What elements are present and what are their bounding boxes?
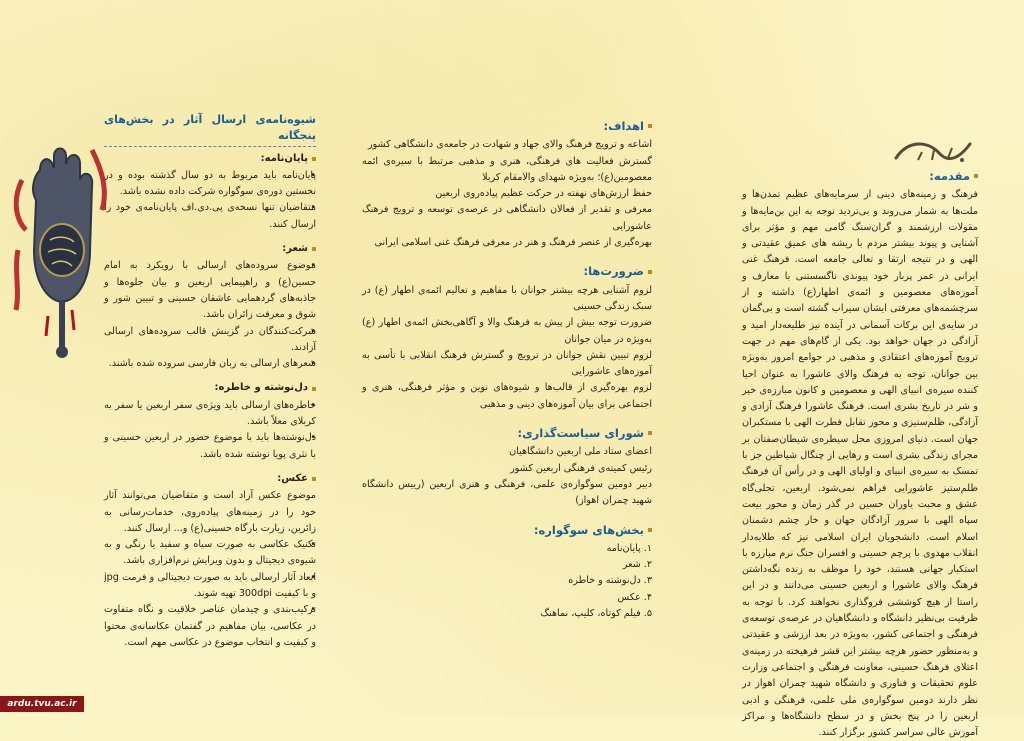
list-item: ۵. فیلم کوتاه، کلیپ، نماهنگ [540,608,652,620]
intro-column [742,168,978,741]
council-heading [362,425,652,441]
necessities-list [362,283,652,413]
list-item: • تکنیک عکاسی به صورت سیاه و سفید یا رنگی و به شیوه‌ی دیجیتال و بدون ویرایش نرم‌افزاری باشد. [104,537,316,570]
list-item: • موضوع سروده‌های ارسالی با رویکرد به امام حسین(ع) و راهپیمایی اربعین و بیان جلوه‌ها و جاذبه‌های گردهمایی عاشقان حسینی و تبیین شور و شوق و معرفت زائران باشد. [104,258,316,323]
list-item: بهره‌گیری از عنصر فرهنگ و هنر در معرفی فرهنگ غنی اسلامی ایرانی [374,237,652,249]
list-item: حفظ ارزش‌های نهفته در حرکت عظیم پیاده‌روی اربعین [435,188,652,200]
heading-marker-icon [312,157,316,161]
list-item: اشاعه و ترویج فرهنگ والای جهاد و شهادت در جامعه‌ی دانشگاهی کشور [367,139,652,151]
heading-marker-icon [312,477,316,481]
poetry-heading-text: شعر: [282,243,308,255]
list-item: ۱. پایان‌نامه [606,542,652,554]
council-heading-text: شورای سیاست‌گذاری: [517,426,644,441]
list-item: دبیر دومین سوگواره‌ی علمی، فرهنگی و هنری اربعین (رییس دانشگاه شهید چمران اهواز) [362,478,652,507]
list-item: لزوم تبیین نقش جوانان در ترویج و گسترش فرهنگ انقلابی با تأسی به آموزه‌های عاشورایی [362,349,652,378]
goals-heading [362,118,652,134]
thesis-list [104,168,316,233]
council-list [362,444,652,509]
necessities-heading-text: ضرورت‌ها: [583,264,644,279]
heading-marker-icon [974,174,978,178]
list-item: • ابعاد آثار ارسالی باید به صورت دیجیتالی و فرمت jpg و با کیفیت 300dpi تهیه شوند. [104,570,316,603]
heading-marker-icon [648,270,652,274]
list-item: لزوم آشنایی هرچه بیشتر جوانان با مفاهیم و تعالیم ائمه‌ی اطهار (ع) در سبک زندگی حسینی [362,284,652,312]
sections-list [362,541,652,622]
thesis-heading [104,151,316,167]
submission-heading-text: شیوه‌نامه‌ی ارسال آثار در بخش‌های پنجگانه [104,113,316,143]
heading-marker-icon [312,247,316,251]
footer-url-badge[interactable] [0,696,84,712]
list-item: • دل‌نوشته‌ها باید با موضوع حضور در اربعین حسینی و با نثری پویا نوشته شده باشد. [104,430,316,463]
hand-emblem-image [12,140,112,370]
list-item: گسترش فعالیت های فرهنگی، هنری و مذهبی مرتبط با سیره‌ی ائمه معصومین(ع)؛ به‌ویژه شهدای والامقام کربلا [362,155,652,183]
necessities-heading [362,263,652,279]
list-item: ۲. شعر [622,559,652,571]
list-item: رئیس کمیته‌ی فرهنگی اربعین کشور [510,462,652,474]
footer-url-text: ardu.tvu.ac.ir [7,699,77,709]
heading-marker-icon [312,387,316,391]
submission-column [104,112,316,651]
memoir-list [104,398,316,463]
list-item: اعضای ستاد ملی اربعین دانشگاهیان [509,446,652,458]
sections-heading-text: بخش‌های سوگواره: [533,522,644,537]
poetry-list [104,258,316,372]
thesis-heading-text: پایان‌نامه: [260,152,308,164]
memoir-heading [104,380,316,396]
list-item: ۴. عکس [617,591,652,603]
photo-intro: موضوع عکس آزاد است و متقاضیان می‌توانند آثار خود را در زمینه‌های پیاده‌روی، خدمات‌رسانی به زائرین، زیارت بارگاه حسینی(ع) و... ارسال کنند. [104,490,316,534]
heading-marker-icon [648,431,652,435]
list-item: ۳. دل‌نوشته و خاطره [568,575,652,587]
goals-list [362,137,652,251]
basmala-calligraphy [888,130,978,170]
list-item: معرفی و تقدیر از فعالان دانشگاهی در عرصه‌ی توسعه و ترویج فرهنگ عاشورایی [362,204,652,232]
sections-heading [362,522,652,538]
list-item: ضرورت توجه بیش از پیش به فرهنگ والا و آگاهی‌بخش ائمه‌ی اطهار (ع) به‌ویژه در میان جوانان [362,317,652,345]
list-item: • ترکیب‌بندی و چیدمان عناصر خلاقیت و نگاه متفاوت در عکاسی، بیان مفاهیم در گفتمان عکاسانه‌ی محتوا و کیفیت و انتخاب موضوع در عکاسی مهم است. [104,602,316,651]
photo-list [104,537,316,651]
photo-heading-text: عکس: [277,472,308,484]
heading-marker-icon [648,124,652,128]
list-item: • پایان‌نامه باید مربوط به دو سال گذشته بوده و در نخستین دوره‌ی سوگواره شرکت داده نشده باشد. [104,168,316,201]
poetry-heading [104,241,316,257]
list-item: • متقاضیان تنها نسخه‌ی پی.دی.اف پایان‌نامه‌ی خود را ارسال کنند. [104,200,316,233]
memoir-heading-text: دل‌نوشته و خاطره: [214,382,308,394]
middle-column [362,118,652,622]
intro-heading [742,168,978,184]
heading-marker-icon [648,528,652,532]
list-item: • شعرهای ارسالی به زبان فارسی سروده شده باشند. [104,356,316,372]
goals-heading-text: اهداف: [603,119,644,133]
list-item: • شرکت‌کنندگان در گزینش قالب سروده‌های ارسالی آزادند. [104,324,316,357]
intro-heading-text: مقدمه: [929,169,970,183]
photo-heading [104,471,316,487]
submission-heading [104,112,316,147]
intro-body: فرهنگ و زمینه‌های دینی از سرمایه‌های عظیم تمدن‌ها و ملت‌ها به شمار می‌روند و بی‌تردید توجه به این بن‌مایه‌ها و مقولات ارزشمند و گران‌سنگ گامی مهم و مؤثر برای آشنایی و پیوند بیشتر مردم با ریشه های عمیق عقیدتی و الهی و در نتیجه ارتقا و تعالی جامعه است. فرهنگ غنی ایرانی در عمر پربار خود پیوندی ناگسستنی با معارف و آموزه‌های معصومین و ائمه‌ی اطهار(ع) داشته و از سرچشمه‌های معرفتی ایشان سیراب گشته است و بی‌گمان در سایه‌ی این برکات آسمانی در آینده نیز طلیعه‌دار امید و آزادگی در جهان خواهد بود. یکی از گام‌های مهم در جهت ترویج آموزه‌های اعتقادی و مذهبی در جوامع امروز به‌ویژه بین جوانان، توجه به فرهنگ والای عاشورا به عنوان احیا کننده سیره‌ی انبیای الهی و معصومین و کانون مبارزه‌ی خیر و شر در تاریخ بشری است. فرهنگ عاشورا فرهنگ آزادی و آزادگی، ظلم‌ستیزی و محور تقابل فطرت الهی با مستکبران جهان است. دنیای امروزی محل سیطره‌ی شیطان‌صفتان بر مجرای زندگی بشری است و رهایی از چنگال شیاطین جز با تمسک به سیره‌ی انبیای و اولیای الهی و در رأس آن فرهنگ ظلم‌ستیز عاشورایی فراهم نمی‌شود. اربعین، تجلی‌گاه عشق و محبت یاوران حسین در گذر زمان و محور بیعت سپاه الهی با سرور آزادگان جهان و خار چشم دشمنان اسلام است. دانشجویان ایران اسلامی نیز که طلایه‌دار انقلاب مهدوی با پرچم حسینی و افسران جنگ نرم مبارزه با استکبار جهانی هستند، خود را موظف به زنده نگه‌داشتن فرهنگ والای عاشورا و اربعین حسینی می‌دانند و در این راستا از هیچ کوششی فروگذاری نخواهند کرد. با توجه به ظرفیت بی‌نظیر دانشگاه و دانشگاهیان در عرصه‌ی توسعه‌ی فرهنگی و اجتماعی کشور، به‌ویژه در بعد ارزشی و عقیدتی و به‌منظور حضور هرچه بیشتر این قشر فرهیخته در زمینه‌ی اعتلای فرهنگ حسینی، معاونت فرهنگی و اجتماعی وزارت علوم تحقیقات و فناوری و دانشگاه شهید چمران اهواز در نظر دارند دومین سوگواره‌ی ملی علمی، فرهنگی و ادبی اربعین را در پنج بخش و در سطح دانشگاه‌ها و مراکز آموزش عالی سراسر کشور برگزار کنند. [742,189,978,739]
list-item: • خاطره‌های ارسالی باید ویژه‌ی سفر اربعین یا سفر به کربلای معلاً باشد. [104,398,316,431]
list-item: لزوم بهره‌گیری از قالب‌ها و شیوه‌های نوین و مؤثر فرهنگی، هنری و اجتماعی برای بیان آموزه‌های دینی و مذهبی [362,382,652,410]
